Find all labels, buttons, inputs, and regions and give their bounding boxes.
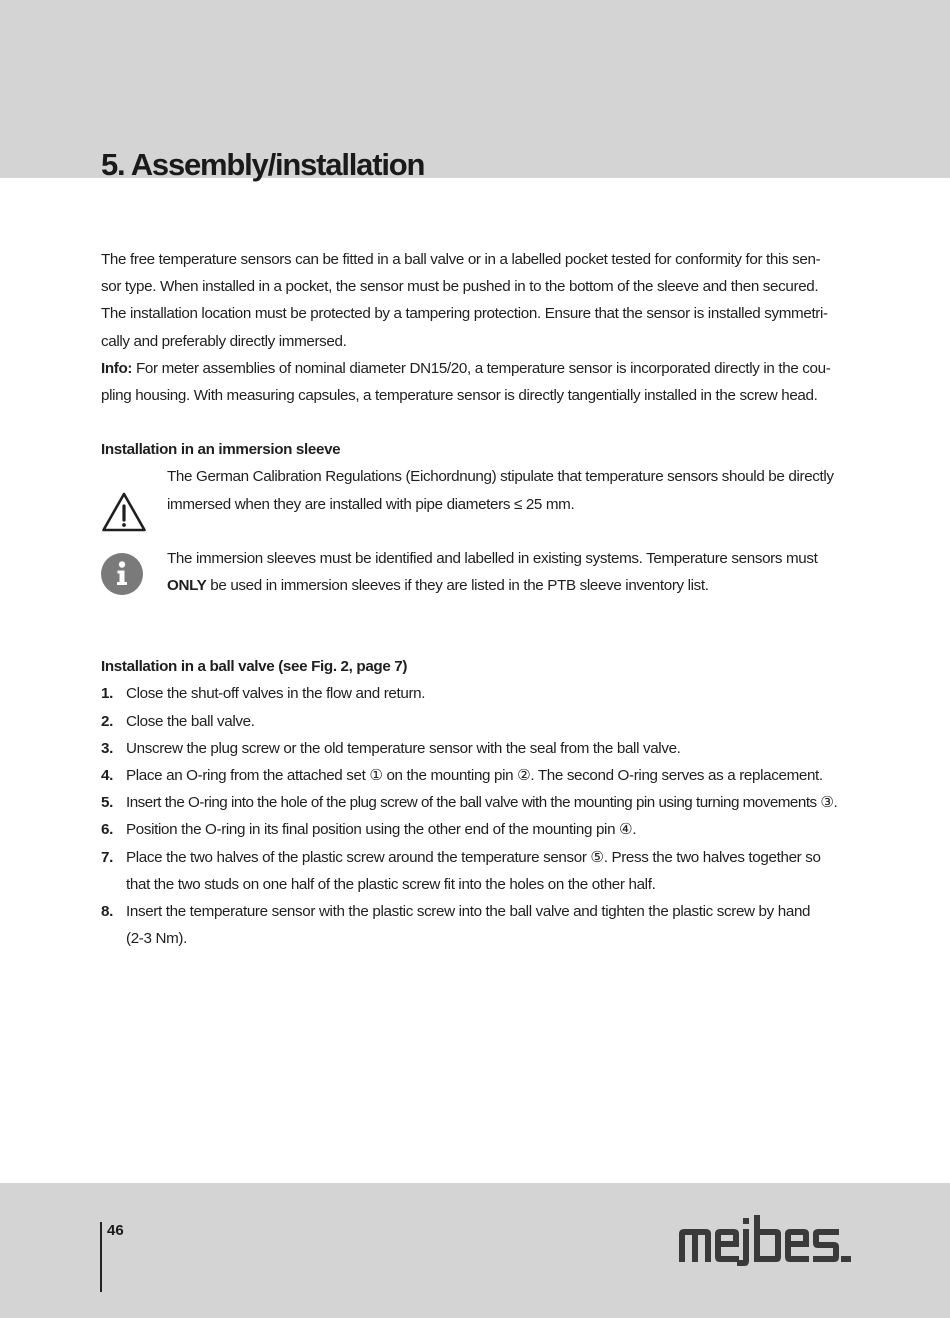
page-title: 5. Assembly/installation	[101, 147, 425, 182]
info-note-text	[167, 545, 861, 599]
info-paragraph	[101, 355, 861, 409]
immersion-heading: Installation in an immersion sleeve	[101, 441, 341, 459]
step-text: Position the O-ring in its final position using the other end of the mounting pin ④.	[126, 821, 637, 839]
main-content	[101, 246, 861, 952]
meibes-logo	[679, 1212, 851, 1266]
warning-triangle-icon	[101, 491, 147, 533]
step-text: Place the two halves of the plastic screw around the temperature sensor ⑤. Press the two halves together so that the two studs on one half of the plastic screw fit into the holes on the other half.	[126, 848, 821, 893]
info-note	[101, 545, 861, 599]
step-text: Insert the temperature sensor with the plastic screw into the ball valve and tighten the plastic screw by hand (2-3 Nm).	[126, 903, 811, 948]
list-item	[101, 789, 861, 816]
spacer	[101, 409, 861, 436]
step-number: 4.	[101, 767, 113, 785]
footer-divider	[100, 1222, 102, 1292]
list-item	[101, 708, 861, 735]
info-icon	[101, 553, 143, 595]
step-text: Place an O-ring from the attached set ① on the mounting pin ②. The second O-ring serves as a replacement.	[126, 767, 823, 785]
list-item	[101, 898, 861, 952]
step-number: 8.	[101, 903, 113, 921]
step-number: 6.	[101, 821, 113, 839]
step-number: 7.	[101, 848, 113, 866]
ball-valve-heading: Installation in a ball valve (see Fig. 2, page 7)	[101, 658, 408, 676]
list-item	[101, 844, 861, 898]
step-text: Insert the O-ring into the hole of the plug screw of the ball valve with the mounting pin using turning movements ③.	[126, 794, 838, 812]
warning-text: The German Calibration Regulations (Eichordnung) stipulate that temperature sensors should be directly immersed when they are installed with pipe diameters ≤ 25 mm.	[167, 468, 834, 513]
step-number: 5.	[101, 794, 113, 812]
info-note-text-part-1: The immersion sleeves must be identified and labelled in existing systems. Temperature sensors must	[167, 549, 818, 567]
step-number: 3.	[101, 739, 113, 757]
step-number: 1.	[101, 685, 113, 703]
installation-steps	[101, 680, 861, 952]
spacer	[101, 518, 861, 545]
list-item	[101, 816, 861, 843]
spacer	[101, 599, 861, 626]
list-item	[101, 762, 861, 789]
warning-note	[101, 463, 861, 517]
page-number: 46	[107, 1222, 124, 1239]
info-text: For meter assemblies of nominal diameter DN15/20, a temperature sensor is incorporated directly in the cou- pling housing. With measuring capsules, a temperature sensor is directly tangentially installed in the screw head.	[101, 359, 831, 405]
info-label: Info:	[101, 359, 133, 377]
list-item	[101, 680, 861, 707]
info-note-emphasis: ONLY	[167, 577, 207, 595]
info-note-text-part-2: be used in immersion sleeves if they are listed in the PTB sleeve inventory list.	[206, 577, 709, 595]
intro-paragraph: The free temperature sensors can be fitted in a ball valve or in a labelled pocket tested for conformity for this sen- sor type. When installed in a pocket, the sensor must be pushed in to the bottom of the sleeve and then secured. The installation location must be protected by a tampering protection. Ensure that the sensor is installed symmetri- cally and preferably directly immersed.	[101, 251, 828, 350]
step-text: Unscrew the plug screw or the old temperature sensor with the seal from the ball valve.	[126, 739, 681, 757]
step-text: Close the ball valve.	[126, 712, 255, 730]
spacer	[101, 626, 861, 653]
list-item	[101, 735, 861, 762]
step-number: 2.	[101, 712, 113, 730]
step-text: Close the shut-off valves in the flow and return.	[126, 685, 426, 703]
